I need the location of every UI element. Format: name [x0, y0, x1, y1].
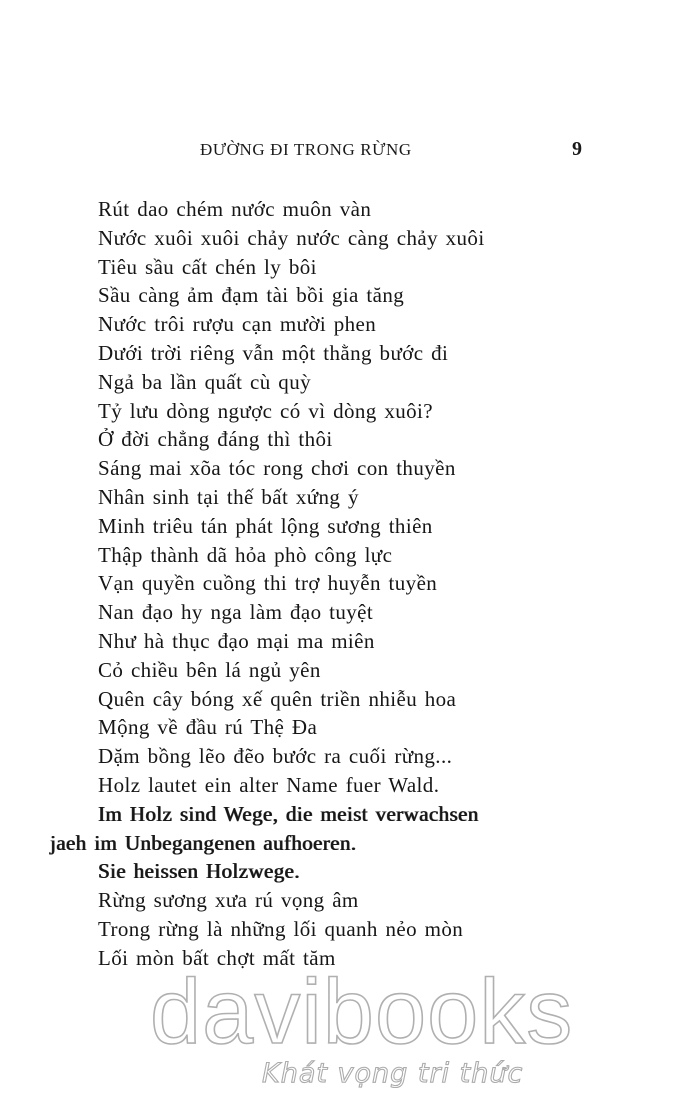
poem-line: Như hà thục đạo mại ma miên — [98, 628, 375, 653]
poem-line: Im Holz sind Wege, die meist verwachsen — [98, 801, 479, 826]
poem-line: Nan đạo hy nga làm đạo tuyệt — [98, 600, 374, 625]
poem-line: jaeh im Unbegangenen aufhoeren. — [50, 830, 357, 855]
poem-line: Sầu càng ảm đạm tài bồi gia tăng — [98, 283, 405, 308]
page-number: 9 — [572, 138, 582, 160]
poem-line: Nước trôi rượu cạn mười phen — [98, 312, 377, 337]
poem-line: Trong rừng là những lối quanh nẻo mòn — [98, 916, 464, 941]
poem-line: Quên cây bóng xế quên triền nhiễu hoa — [98, 686, 457, 711]
poem-line: Nhân sinh tại thế bất xứng ý — [98, 484, 359, 509]
poem-line: Sáng mai xõa tóc rong chơi con thuyền — [98, 456, 456, 481]
poem-line: Tiêu sầu cất chén ly bôi — [98, 254, 317, 279]
poem-line: Cỏ chiều bên lá ngủ yên — [98, 657, 321, 682]
watermark-logo: davibooks — [150, 961, 574, 1063]
running-title: ĐƯỜNG ĐI TRONG RỪNG — [200, 140, 412, 159]
poem-line: Mộng về đầu rú Thệ Đa — [98, 715, 318, 740]
poem-line: Rừng sương xưa rú vọng âm — [98, 888, 359, 913]
poem-line: Thập thành dã hỏa phò công lực — [98, 542, 393, 567]
poem-line: Tỷ lưu dòng ngược có vì dòng xuôi? — [98, 398, 434, 423]
poem-line: Holz lautet ein alter Name fuer Wald. — [98, 772, 440, 797]
poem-line: Sie heissen Holzwege. — [98, 859, 300, 884]
watermark-tagline: Khát vọng tri thức — [262, 1058, 524, 1089]
poem-line: Minh triêu tán phát lộng sương thiên — [98, 513, 433, 538]
poem-line: Dặm bồng lẽo đẽo bước ra cuối rừng... — [98, 744, 453, 769]
poem-line: Rút dao chém nước muôn vàn — [98, 197, 372, 221]
poem-line: Ngả ba lần quất cù quỳ — [98, 369, 311, 394]
poem-line: Lối mòn bất chợt mất tăm — [98, 945, 336, 970]
poem-line: Dưới trời riêng vẫn một thằng bước đi — [98, 340, 449, 365]
poem-text — [50, 195, 485, 973]
poem-line: Nước xuôi xuôi chảy nước càng chảy xuôi — [98, 225, 485, 250]
poem-line: Ở đời chẳng đáng thì thôi — [98, 427, 333, 452]
poem-line: Vạn quyền cuồng thi trợ huyễn tuyền — [98, 571, 438, 596]
